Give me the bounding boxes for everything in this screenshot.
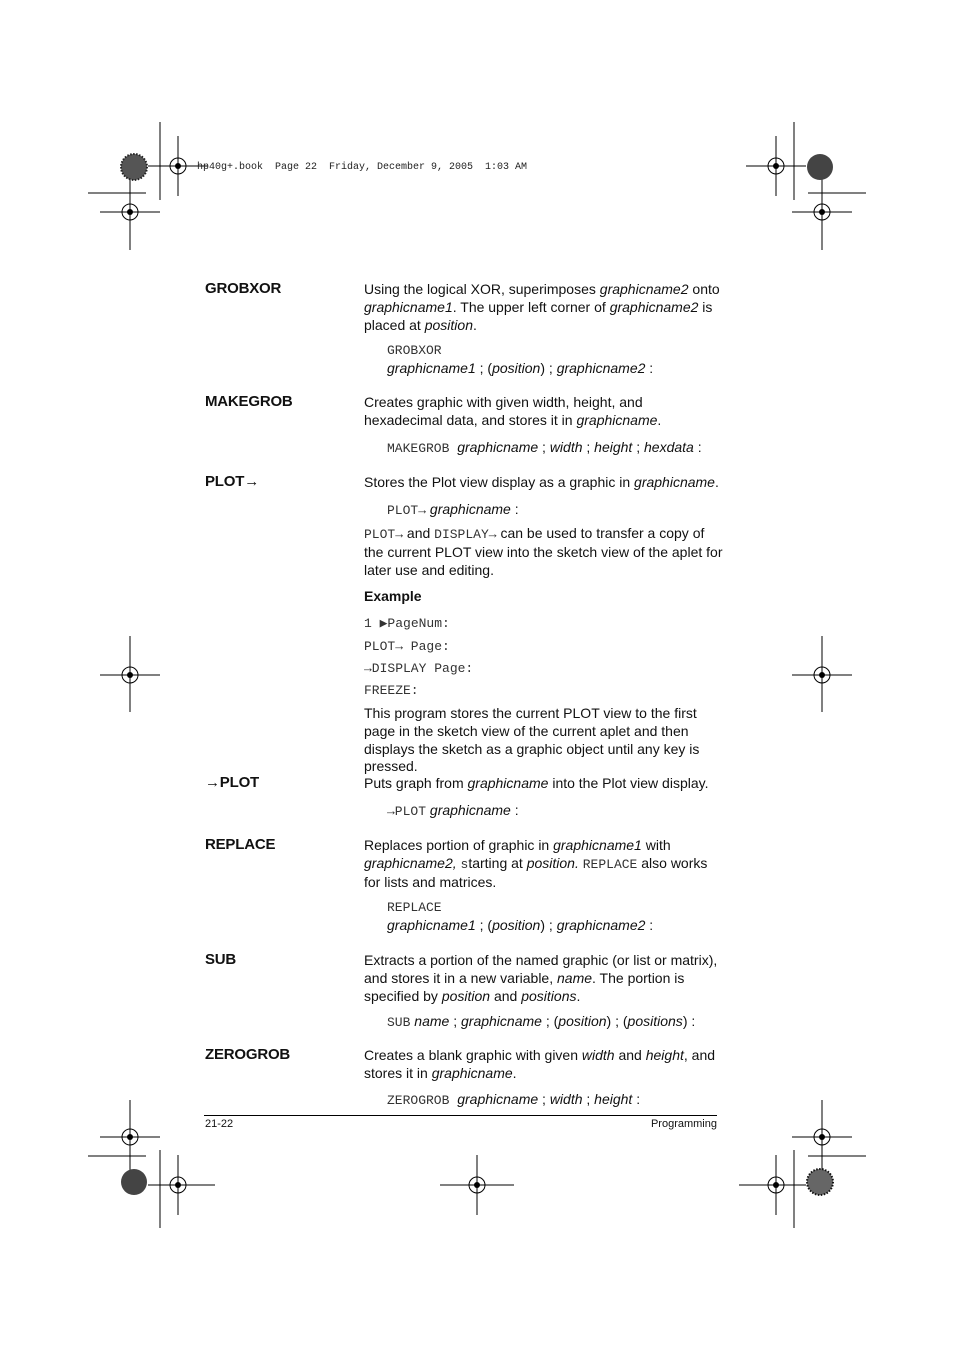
running-head: hp40g+.book Page 22 Friday, December 9, 2005 1:03 AM [197,162,528,173]
command-name: SUB [205,951,237,968]
example-line: FREEZE: [364,683,419,698]
command-syntax: SUB name ; graphicname ; (position) ; (positions) : [387,1013,696,1030]
command-description: Replaces portion of graphic in graphicname1 with graphicname2, starting at position. REPLACE also works for lists and matrices. [364,837,708,890]
command-name: →PLOT [205,774,259,791]
command-syntax: →PLOT graphicname : [387,802,519,819]
page-number: 21-22 [205,1118,234,1130]
command-note: PLOT→ and DISPLAY→ can be used to transfer a copy of the current PLOT view into the sketch view of the aplet for later use and editing. [364,525,723,578]
command-syntax: PLOT→ graphicname : [387,501,519,518]
command-name: REPLACE [205,836,276,853]
section-title: Programming [650,1118,717,1130]
command-name: GROBXOR [205,280,282,297]
command-description: Stores the Plot view display as a graphic in graphicname. [364,474,719,490]
command-name: ZEROGROB [205,1046,291,1063]
example-line: 1 ▶PageNum: [364,616,450,631]
command-description: Using the logical XOR, superimposes graphicname2 onto graphicname1. The upper left corner of graphicname2 is placed at position. [364,281,720,333]
command-description: Creates a blank graphic with given width and height, and stores it in graphicname. [364,1047,716,1081]
command-description: Extracts a portion of the named graphic (or list or matrix), and stores it in a new variable, name. The portion is specified by position and positions. [364,952,718,1004]
footer-rule [204,1115,717,1116]
command-description: Puts graph from graphicname into the Plot view display. [364,775,709,791]
example-description: This program stores the current PLOT view to the first page in the sketch view of the current aplet and then displays the sketch as a graphic object until any key is pressed. [364,705,700,775]
command-name: MAKEGROB [205,393,293,410]
example-line: →DISPLAY Page: [364,661,474,676]
command-name: PLOT→ [205,473,259,490]
command-syntax: GROBXOR graphicname1 ; (position) ; graphicname2 : [387,343,654,376]
command-description: Creates graphic with given width, height, and hexadecimal data, and stores it in graphicname. [364,394,662,428]
command-syntax: ZEROGROB graphicname ; width ; height : [387,1091,641,1108]
example-heading: Example [364,588,422,604]
example-line: PLOT→ Page: [364,639,450,654]
command-syntax: REPLACE graphicname1 ; (position) ; graphicname2 : [387,900,654,933]
command-syntax: MAKEGROB graphicname ; width ; height ; hexdata : [387,439,702,456]
